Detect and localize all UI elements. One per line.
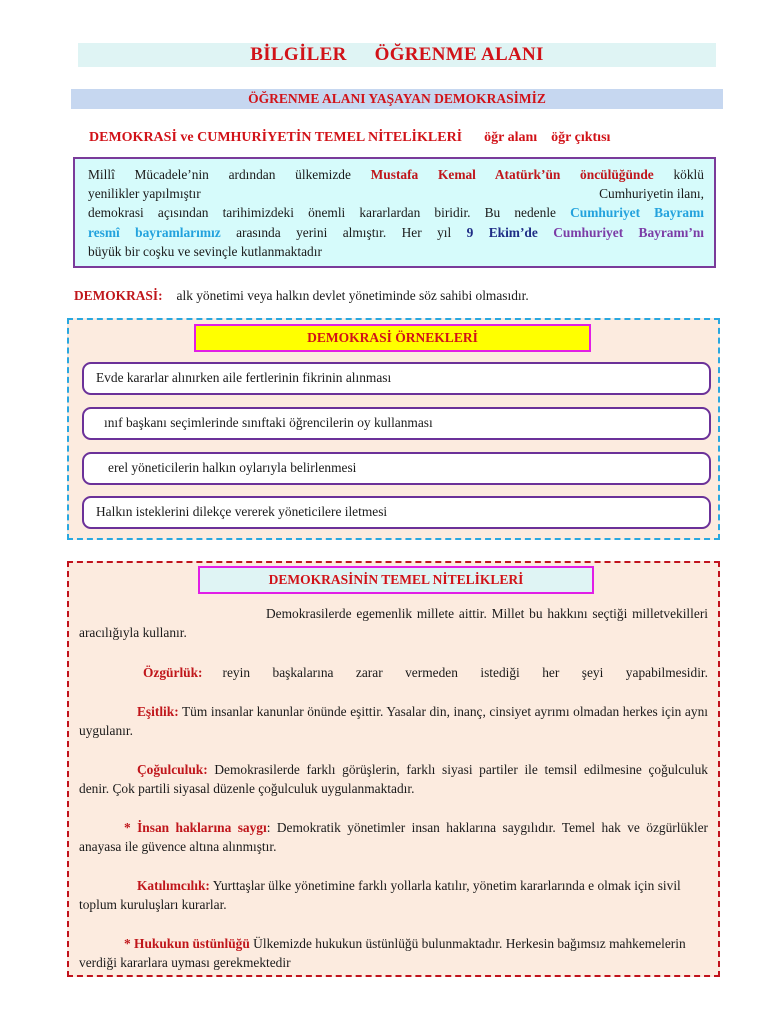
section-heading (89, 128, 719, 148)
feature-keyword: * İnsan haklarına saygı (124, 820, 267, 835)
feature-text: Tüm insanlar kanunlar önünde eşittir. Yasalar din, inanç, cinsiyet ayrımı olmadan herkes için aynı uygulanır. (79, 704, 708, 739)
definition-text: alk yönetimi veya halkın devlet yönetiminde söz sahibi olmasıdır. (176, 288, 529, 303)
intro-text: arasında yerini almıştır. Her yıl (236, 224, 452, 240)
feature-text: Demokrasilerde farklı görüşlerin, farklı siyasi partiler ile temsil edilmesine çoğulculuk denir. Çok partili siyasal düzenle çoğulculuk uygulanmaktadır. (79, 762, 708, 797)
example-item (82, 452, 711, 485)
example-text: Halkın isteklerini dilekçe vererek yöneticilere iletmesi (96, 504, 388, 519)
intro-text: demokrasi açısından tarihimizdeki önemli kararlardan biridir. Bu nedenle (88, 205, 556, 221)
feature-keyword: Özgürlük: (143, 665, 203, 680)
learning-area-banner: ÖĞRENME ALANI YAŞAYAN DEMOKRASİMİZ (71, 89, 723, 109)
example-item (82, 407, 711, 440)
feature-participation (79, 876, 708, 915)
example-text: ınıf başkanı seçimlerinde sınıftaki öğrencilerin oy kullanması (104, 415, 433, 430)
feature-rule-of-law (79, 934, 708, 973)
page-title (78, 43, 716, 67)
cumhuriyet-bayrami-highlight: Cumhuriyet Bayramı’nı (553, 224, 705, 240)
definition-term: DEMOKRASİ: (74, 288, 163, 303)
feature-human-rights (79, 818, 708, 857)
feature-text: Yurttaşlar ülke yönetimine farklı yollarla katılır, yönetim kararlarında e olmak için sivil toplum kuruluşları kurarlar. (79, 878, 681, 913)
feature-sovereignty (79, 604, 708, 643)
example-text: Evde kararlar alınırken aile fertlerinin fikrinin alınması (96, 370, 392, 385)
feature-text: Ülkemizde hukukun üstünlüğü bulunmaktadır. Herkesin bağımsız mahkemelerin verdiği kararlara uyması gerekmektedir (79, 936, 686, 971)
feature-text: : Demokratik yönetimler insan haklarına saygılıdır. Temel hak ve özgürlükler anayasa ile güvence altına alınmıştır. (79, 820, 708, 855)
resmi-bayram-highlight: resmî bayramlarımız (88, 224, 221, 240)
example-text: erel yöneticilerin halkın oylarıyla belirlenmesi (108, 460, 357, 475)
feature-keyword: Eşitlik: (137, 704, 179, 719)
cumhuriyet-bayrami-highlight: Cumhuriyet Bayramı (570, 205, 704, 221)
intro-text: yenilikler yapılmıştır (88, 186, 201, 202)
feature-freedom (79, 663, 708, 682)
intro-text: köklü (673, 167, 704, 182)
intro-text: Cumhuriyetin ilanı, (599, 186, 704, 202)
learning-outcome-tag: öğr çıktısı (551, 130, 611, 145)
feature-pluralism (79, 760, 708, 799)
feature-text: Demokrasilerde egemenlik millete aittir. Millet bu hakkını seçtiği milletvekilleri aracılığıyla kullanır. (79, 606, 708, 641)
feature-keyword: * Hukukun üstünlüğü (124, 936, 250, 951)
ataturk-highlight: Mustafa Kemal Atatürk’ün öncülüğünde (370, 167, 654, 182)
intro-text: Millî Mücadele’nin ardından ülkemizde (88, 167, 351, 182)
feature-keyword: Çoğulculuk: (137, 762, 208, 777)
intro-box (73, 157, 716, 268)
feature-text: reyin başkalarına zarar vermeden istediği her şeyi yapabilmesidir. (222, 665, 708, 680)
examples-title: DEMOKRASİ ÖRNEKLERİ (194, 324, 591, 352)
example-item (82, 496, 711, 529)
learning-area-tag: öğr alanı (484, 130, 538, 145)
section-title: DEMOKRASİ ve CUMHURİYETİN TEMEL NİTELİKLERİ (89, 130, 463, 145)
democracy-definition (74, 287, 694, 305)
features-title: DEMOKRASİNİN TEMEL NİTELİKLERİ (198, 566, 594, 594)
feature-keyword: Katılımcılık: (137, 878, 210, 893)
example-item (82, 362, 711, 395)
date-highlight: 9 Ekim’de (466, 224, 538, 240)
title-bilgiler: BİLGİLER (250, 44, 347, 65)
intro-text: büyük bir coşku ve sevinçle kutlanmaktadır (88, 243, 322, 259)
title-ogrenme-alani: ÖĞRENME ALANI (374, 44, 544, 65)
feature-equality (79, 702, 708, 741)
